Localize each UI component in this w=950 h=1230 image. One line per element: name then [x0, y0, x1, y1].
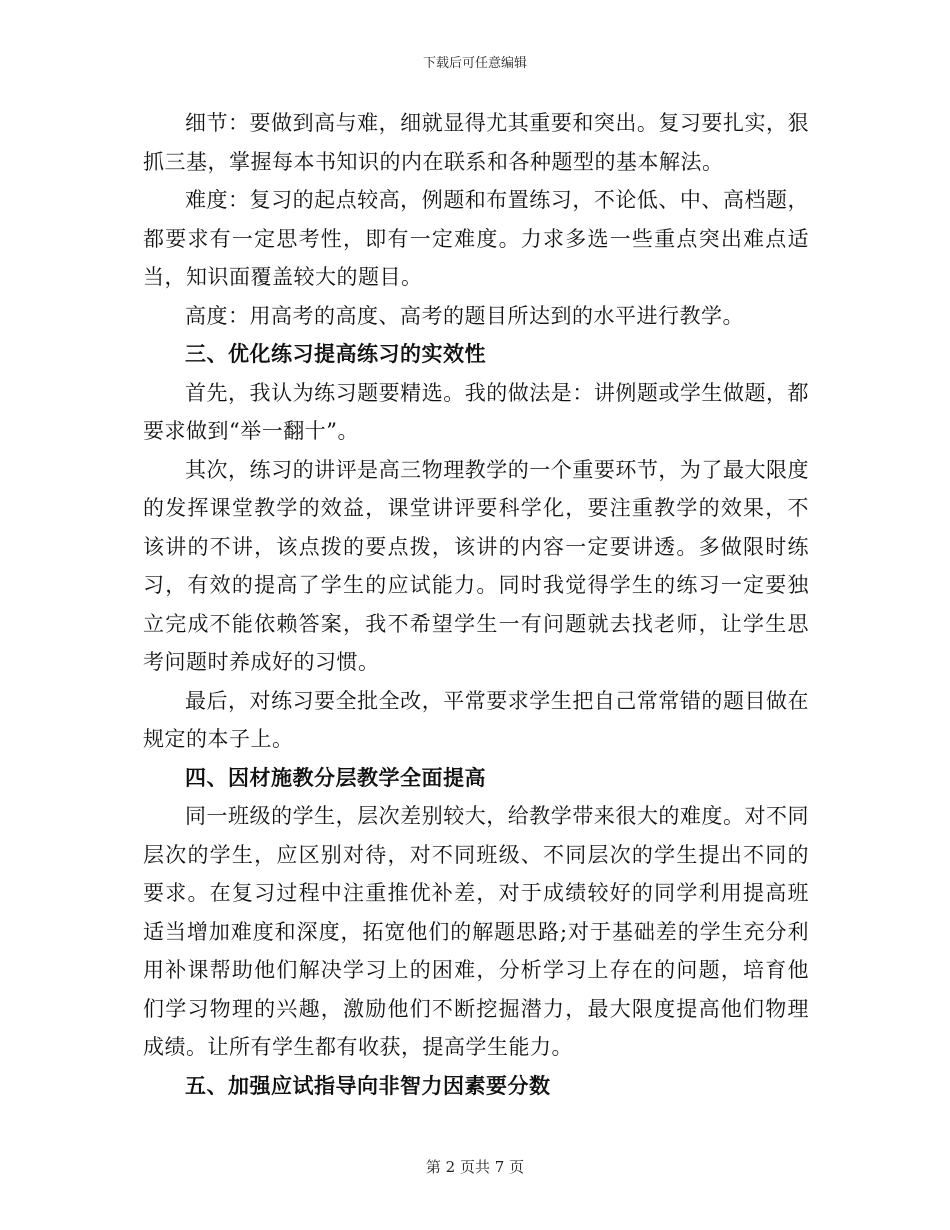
page-header: 下载后可任意编辑 [422, 56, 527, 71]
paragraph-detail: 细节：要做到高与难，细就显得尤其重要和突出。复习要扎实，狠抓三基，掌握每本书知识的内在联系和各种题型的基本解法。 [143, 111, 809, 174]
page-footer: 第 2 页共 7 页 [425, 1158, 525, 1176]
paragraph-second: 其次，练习的讲评是高三物理教学的一个重要环节，为了最大限度的发挥课堂教学的效益，课堂讲评要科学化，要注重教学的效果，不该讲的不讲，该点拨的要点拨，该讲的内容一定要讲透。多做限时练习，有效的提高了学生的应试能力。同时我觉得学生的练习一定要独立完成不能依赖答案，我不希望学生一有问题就去找老师，让学生思考问题时养成好的习惯。 [143, 457, 809, 674]
paragraph-first: 首先，我认为练习题要精选。我的做法是：讲例题或学生做题，都要求做到“举一翻十”。 [143, 380, 809, 443]
paragraph-tiered-teaching: 同一班级的学生，层次差别较大，给教学带来很大的难度。对不同层次的学生，应区别对待，对不同班级、不同层次的学生提出不同的要求。在复习过程中注重推优补差，对于成绩较好的同学利用提高班适当增加难度和深度，拓宽他们的解题思路;对于基础差的学生充分利用补课帮助他们解决学习上的困难，分析学习上存在的问题，培育他们学习物理的兴趣，激励他们不断挖掘潜力，最大限度提高他们物理成绩。让所有学生都有收获，提高学生能力。 [143, 804, 809, 1059]
section-heading-3: 三、优化练习提高练习的实效性 [185, 342, 486, 366]
paragraph-height: 高度：用高考的高度、高考的题目所达到的水平进行教学。 [185, 303, 744, 328]
section-heading-5: 五、加强应试指导向非智力因素要分数 [185, 1073, 551, 1098]
section-heading-4: 四、因材施教分层教学全面提高 [185, 765, 486, 790]
document-body [143, 104, 809, 1105]
paragraph-difficulty: 难度：复习的起点较高，例题和布置练习，不论低、中、高档题，都要求有一定思考性，即有一定难度。力求多选一些重点突出难点适当，知识面覆盖较大的题目。 [143, 188, 809, 289]
paragraph-last: 最后，对练习要全批全改，平常要求学生把自己常常错的题目做在规定的本子上。 [143, 688, 809, 751]
